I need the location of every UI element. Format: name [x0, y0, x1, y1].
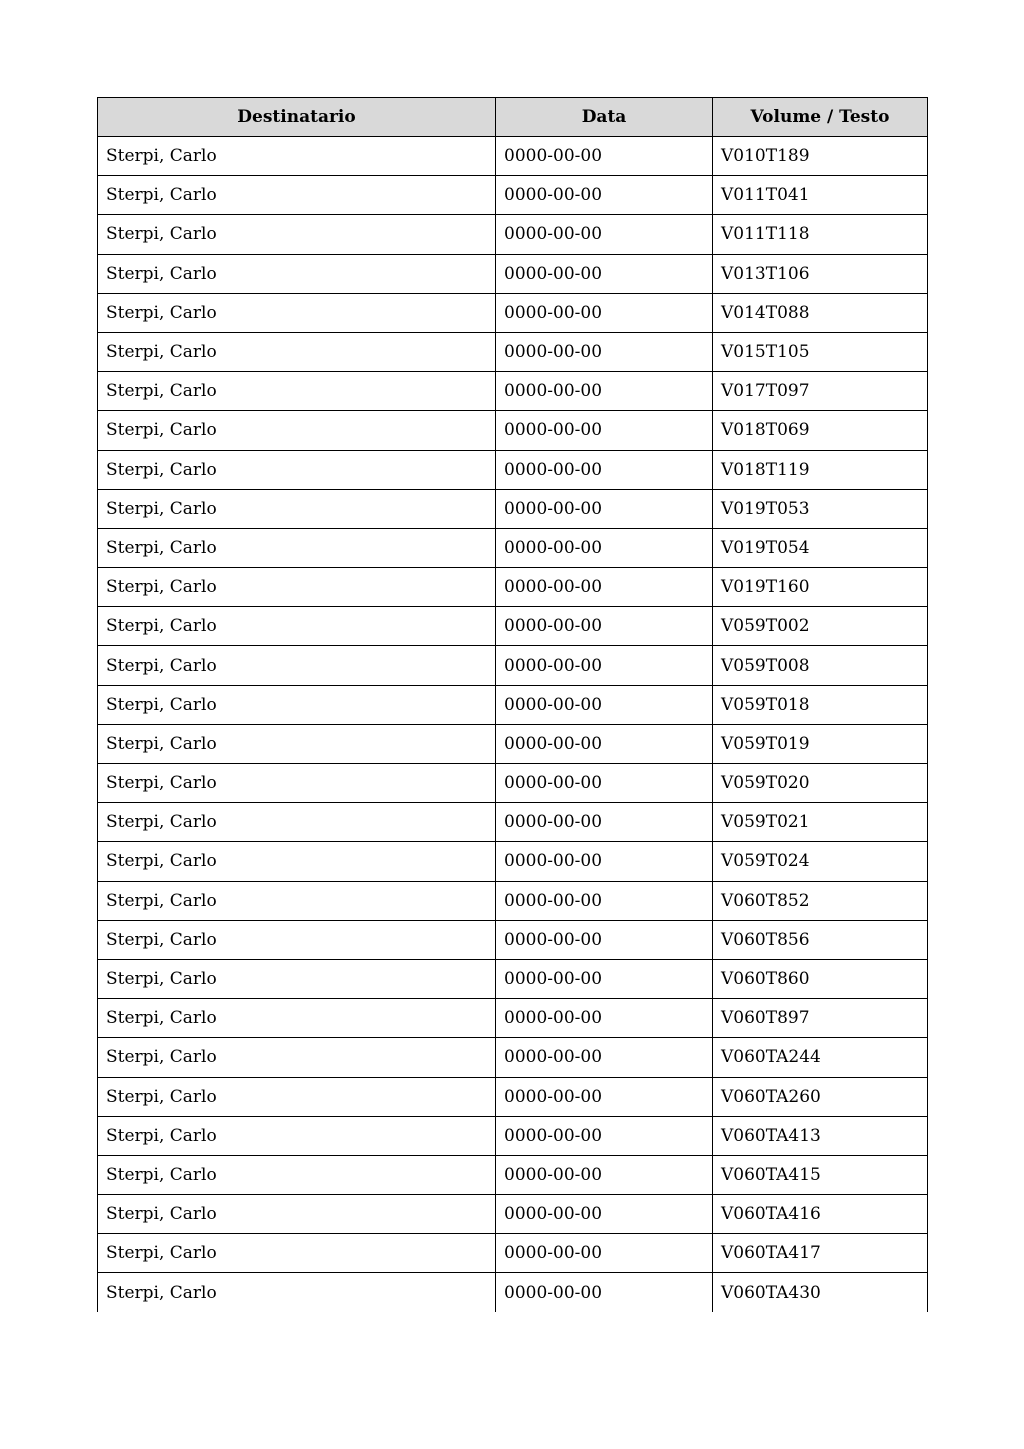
cell-data: 0000-00-00 [496, 920, 713, 959]
cell-destinatario: Sterpi, Carlo [98, 1195, 496, 1234]
cell-destinatario: Sterpi, Carlo [98, 842, 496, 881]
cell-volume-testo: V059T018 [713, 685, 928, 724]
cell-volume-testo: V014T088 [713, 293, 928, 332]
table-row [98, 1077, 928, 1116]
cell-data: 0000-00-00 [496, 803, 713, 842]
header-row [98, 98, 928, 137]
cell-volume-testo: V059T019 [713, 724, 928, 763]
cell-volume-testo: V059T020 [713, 764, 928, 803]
cell-destinatario: Sterpi, Carlo [98, 1038, 496, 1077]
table-row [98, 1155, 928, 1194]
cell-volume-testo: V019T053 [713, 489, 928, 528]
cell-data: 0000-00-00 [496, 881, 713, 920]
cell-volume-testo: V059T002 [713, 607, 928, 646]
cell-destinatario: Sterpi, Carlo [98, 959, 496, 998]
table-row [98, 489, 928, 528]
cell-volume-testo: V060T897 [713, 999, 928, 1038]
cell-volume-testo: V060TA430 [713, 1273, 928, 1312]
cell-data: 0000-00-00 [496, 254, 713, 293]
table-row [98, 1195, 928, 1234]
cell-data: 0000-00-00 [496, 372, 713, 411]
table-row [98, 646, 928, 685]
cell-volume-testo: V019T054 [713, 528, 928, 567]
cell-data: 0000-00-00 [496, 489, 713, 528]
cell-data: 0000-00-00 [496, 528, 713, 567]
cell-destinatario: Sterpi, Carlo [98, 646, 496, 685]
cell-data: 0000-00-00 [496, 959, 713, 998]
cell-data: 0000-00-00 [496, 293, 713, 332]
cell-data: 0000-00-00 [496, 137, 713, 176]
cell-destinatario: Sterpi, Carlo [98, 254, 496, 293]
cell-destinatario: Sterpi, Carlo [98, 293, 496, 332]
cell-destinatario: Sterpi, Carlo [98, 685, 496, 724]
cell-volume-testo: V060TA413 [713, 1116, 928, 1155]
cell-volume-testo: V013T106 [713, 254, 928, 293]
table-row [98, 450, 928, 489]
table-row [98, 724, 928, 763]
cell-destinatario: Sterpi, Carlo [98, 881, 496, 920]
table-row [98, 1038, 928, 1077]
table-row [98, 568, 928, 607]
cell-volume-testo: V018T119 [713, 450, 928, 489]
cell-volume-testo: V011T118 [713, 215, 928, 254]
table-row [98, 999, 928, 1038]
cell-volume-testo: V060TA244 [713, 1038, 928, 1077]
cell-volume-testo: V060T856 [713, 920, 928, 959]
table-row [98, 1234, 928, 1273]
table-header [98, 98, 928, 137]
header-volume-testo: Volume / Testo [713, 98, 928, 137]
cell-data: 0000-00-00 [496, 1155, 713, 1194]
table-row [98, 764, 928, 803]
table-row [98, 803, 928, 842]
cell-destinatario: Sterpi, Carlo [98, 1234, 496, 1273]
cell-data: 0000-00-00 [496, 842, 713, 881]
table-row [98, 293, 928, 332]
cell-volume-testo: V010T189 [713, 137, 928, 176]
cell-destinatario: Sterpi, Carlo [98, 176, 496, 215]
header-data: Data [496, 98, 713, 137]
cell-data: 0000-00-00 [496, 332, 713, 371]
table-row [98, 137, 928, 176]
cell-volume-testo: V018T069 [713, 411, 928, 450]
table-row [98, 215, 928, 254]
cell-volume-testo: V060T860 [713, 959, 928, 998]
cell-destinatario: Sterpi, Carlo [98, 1116, 496, 1155]
cell-volume-testo: V059T008 [713, 646, 928, 685]
cell-volume-testo: V019T160 [713, 568, 928, 607]
cell-data: 0000-00-00 [496, 1038, 713, 1077]
cell-destinatario: Sterpi, Carlo [98, 528, 496, 567]
cell-destinatario: Sterpi, Carlo [98, 372, 496, 411]
table-row [98, 528, 928, 567]
cell-destinatario: Sterpi, Carlo [98, 1155, 496, 1194]
table-row [98, 920, 928, 959]
header-destinatario: Destinatario [98, 98, 496, 137]
cell-data: 0000-00-00 [496, 568, 713, 607]
table-row [98, 176, 928, 215]
letters-table [97, 97, 928, 1312]
cell-destinatario: Sterpi, Carlo [98, 724, 496, 763]
cell-volume-testo: V017T097 [713, 372, 928, 411]
cell-destinatario: Sterpi, Carlo [98, 999, 496, 1038]
cell-destinatario: Sterpi, Carlo [98, 332, 496, 371]
table-row [98, 332, 928, 371]
cell-destinatario: Sterpi, Carlo [98, 1077, 496, 1116]
cell-data: 0000-00-00 [496, 411, 713, 450]
cell-volume-testo: V060TA260 [713, 1077, 928, 1116]
cell-destinatario: Sterpi, Carlo [98, 803, 496, 842]
cell-volume-testo: V060TA417 [713, 1234, 928, 1273]
table-row [98, 685, 928, 724]
cell-destinatario: Sterpi, Carlo [98, 607, 496, 646]
cell-destinatario: Sterpi, Carlo [98, 568, 496, 607]
cell-data: 0000-00-00 [496, 685, 713, 724]
table-row [98, 254, 928, 293]
cell-volume-testo: V060TA416 [713, 1195, 928, 1234]
cell-data: 0000-00-00 [496, 1273, 713, 1312]
cell-data: 0000-00-00 [496, 450, 713, 489]
cell-data: 0000-00-00 [496, 1195, 713, 1234]
cell-data: 0000-00-00 [496, 607, 713, 646]
cell-destinatario: Sterpi, Carlo [98, 920, 496, 959]
cell-data: 0000-00-00 [496, 1234, 713, 1273]
table-row [98, 959, 928, 998]
cell-data: 0000-00-00 [496, 176, 713, 215]
cell-destinatario: Sterpi, Carlo [98, 215, 496, 254]
cell-data: 0000-00-00 [496, 646, 713, 685]
cell-destinatario: Sterpi, Carlo [98, 489, 496, 528]
cell-destinatario: Sterpi, Carlo [98, 764, 496, 803]
cell-destinatario: Sterpi, Carlo [98, 411, 496, 450]
table-body [98, 137, 928, 1313]
table-row [98, 1116, 928, 1155]
cell-destinatario: Sterpi, Carlo [98, 137, 496, 176]
cell-volume-testo: V060TA415 [713, 1155, 928, 1194]
table-row [98, 881, 928, 920]
cell-volume-testo: V015T105 [713, 332, 928, 371]
table-row [98, 1273, 928, 1312]
table-row [98, 607, 928, 646]
cell-data: 0000-00-00 [496, 215, 713, 254]
cell-volume-testo: V059T024 [713, 842, 928, 881]
table-row [98, 411, 928, 450]
cell-data: 0000-00-00 [496, 1077, 713, 1116]
cell-data: 0000-00-00 [496, 999, 713, 1038]
cell-volume-testo: V011T041 [713, 176, 928, 215]
cell-data: 0000-00-00 [496, 764, 713, 803]
table-row [98, 842, 928, 881]
table-row [98, 372, 928, 411]
cell-volume-testo: V060T852 [713, 881, 928, 920]
cell-data: 0000-00-00 [496, 1116, 713, 1155]
cell-destinatario: Sterpi, Carlo [98, 1273, 496, 1312]
cell-volume-testo: V059T021 [713, 803, 928, 842]
cell-destinatario: Sterpi, Carlo [98, 450, 496, 489]
cell-data: 0000-00-00 [496, 724, 713, 763]
